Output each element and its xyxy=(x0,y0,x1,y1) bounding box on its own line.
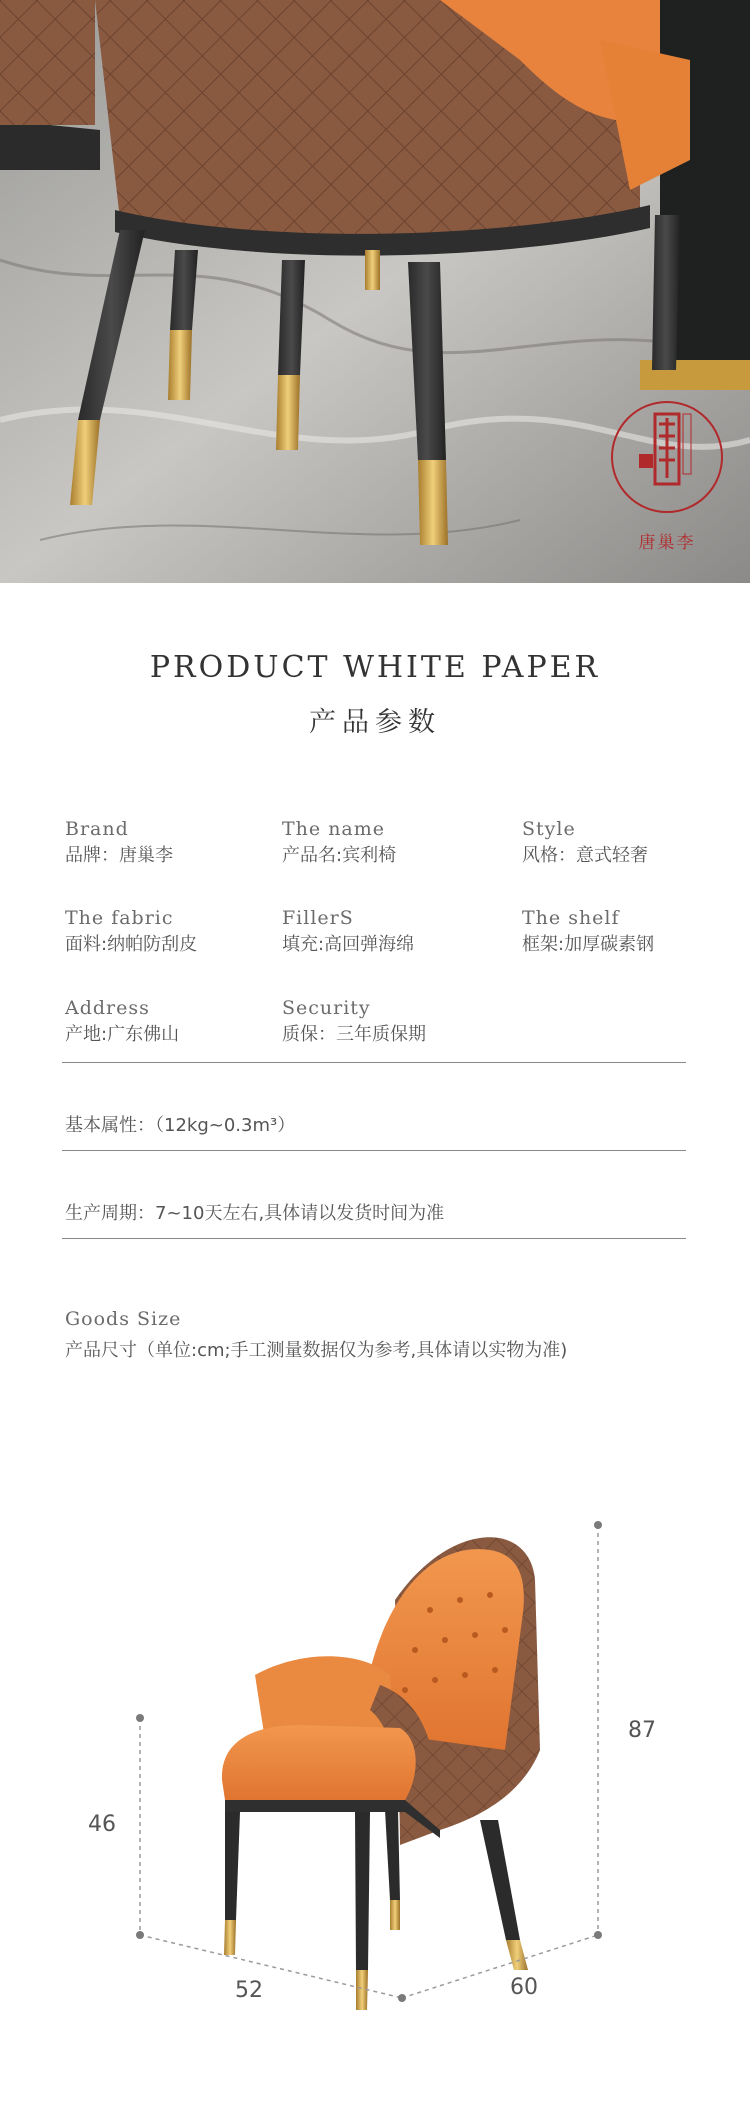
spec-value-cn: 品牌：唐巢李 xyxy=(65,845,173,866)
chair-dimension-diagram xyxy=(0,1500,750,2060)
spec-fabric xyxy=(65,905,285,959)
seal-logo-icon xyxy=(607,392,727,532)
spec-value-cn: 质保：三年质保期 xyxy=(282,1024,426,1045)
spec-style xyxy=(522,816,742,870)
spec-value-cn: 框架:加厚碳素钢 xyxy=(522,934,655,955)
spec-value-cn: 填充:高回弹海绵 xyxy=(282,934,415,955)
spec-brand xyxy=(65,816,285,870)
spec-label-en: FillerS xyxy=(282,907,354,929)
title-en: PRODUCT WHITE PAPER xyxy=(149,650,601,685)
spec-label-en: Security xyxy=(282,997,371,1019)
spec-value-cn: 产地:广东佛山 xyxy=(65,1024,180,1045)
title-cn: 产品参数 xyxy=(309,707,441,738)
dim-depth: 60 xyxy=(510,1975,538,2000)
divider xyxy=(62,1062,686,1063)
spec-filler xyxy=(282,905,502,959)
spec-value-cn: 面料:纳帕防刮皮 xyxy=(65,934,198,955)
spec-label-en: The name xyxy=(282,818,386,840)
chair-illustration xyxy=(222,1537,540,2010)
spec-label-en: Brand xyxy=(65,818,129,840)
spec-label-en: Style xyxy=(522,818,576,840)
spec-label-en: Address xyxy=(65,997,150,1019)
seal-brand-text: 唐巢李 xyxy=(638,533,696,553)
goods-size-cn: 产品尺寸（单位:cm;手工测量数据仅为参考,具体请以实物为准) xyxy=(65,1340,568,1361)
production-cycle: 生产周期：7~10天左右,具体请以发货时间为准 xyxy=(65,1203,445,1224)
basic-attributes: 基本属性：（12kg~0.3m³） xyxy=(65,1115,296,1136)
divider xyxy=(62,1238,686,1239)
spec-address xyxy=(65,995,285,1049)
spec-value-cn: 风格：意式轻奢 xyxy=(522,845,648,866)
brand-seal xyxy=(607,392,727,552)
spec-security xyxy=(282,995,502,1049)
spec-label-en: The fabric xyxy=(65,907,174,929)
dim-seat-height: 46 xyxy=(88,1812,116,1837)
dim-height: 87 xyxy=(628,1718,656,1743)
dim-width: 52 xyxy=(235,1978,263,2003)
spec-name xyxy=(282,816,502,870)
spec-value-cn: 产品名:宾利椅 xyxy=(282,845,397,866)
goods-size-en: Goods Size xyxy=(65,1308,182,1330)
spec-shelf xyxy=(522,905,742,959)
divider xyxy=(62,1150,686,1151)
spec-label-en: The shelf xyxy=(522,907,620,929)
